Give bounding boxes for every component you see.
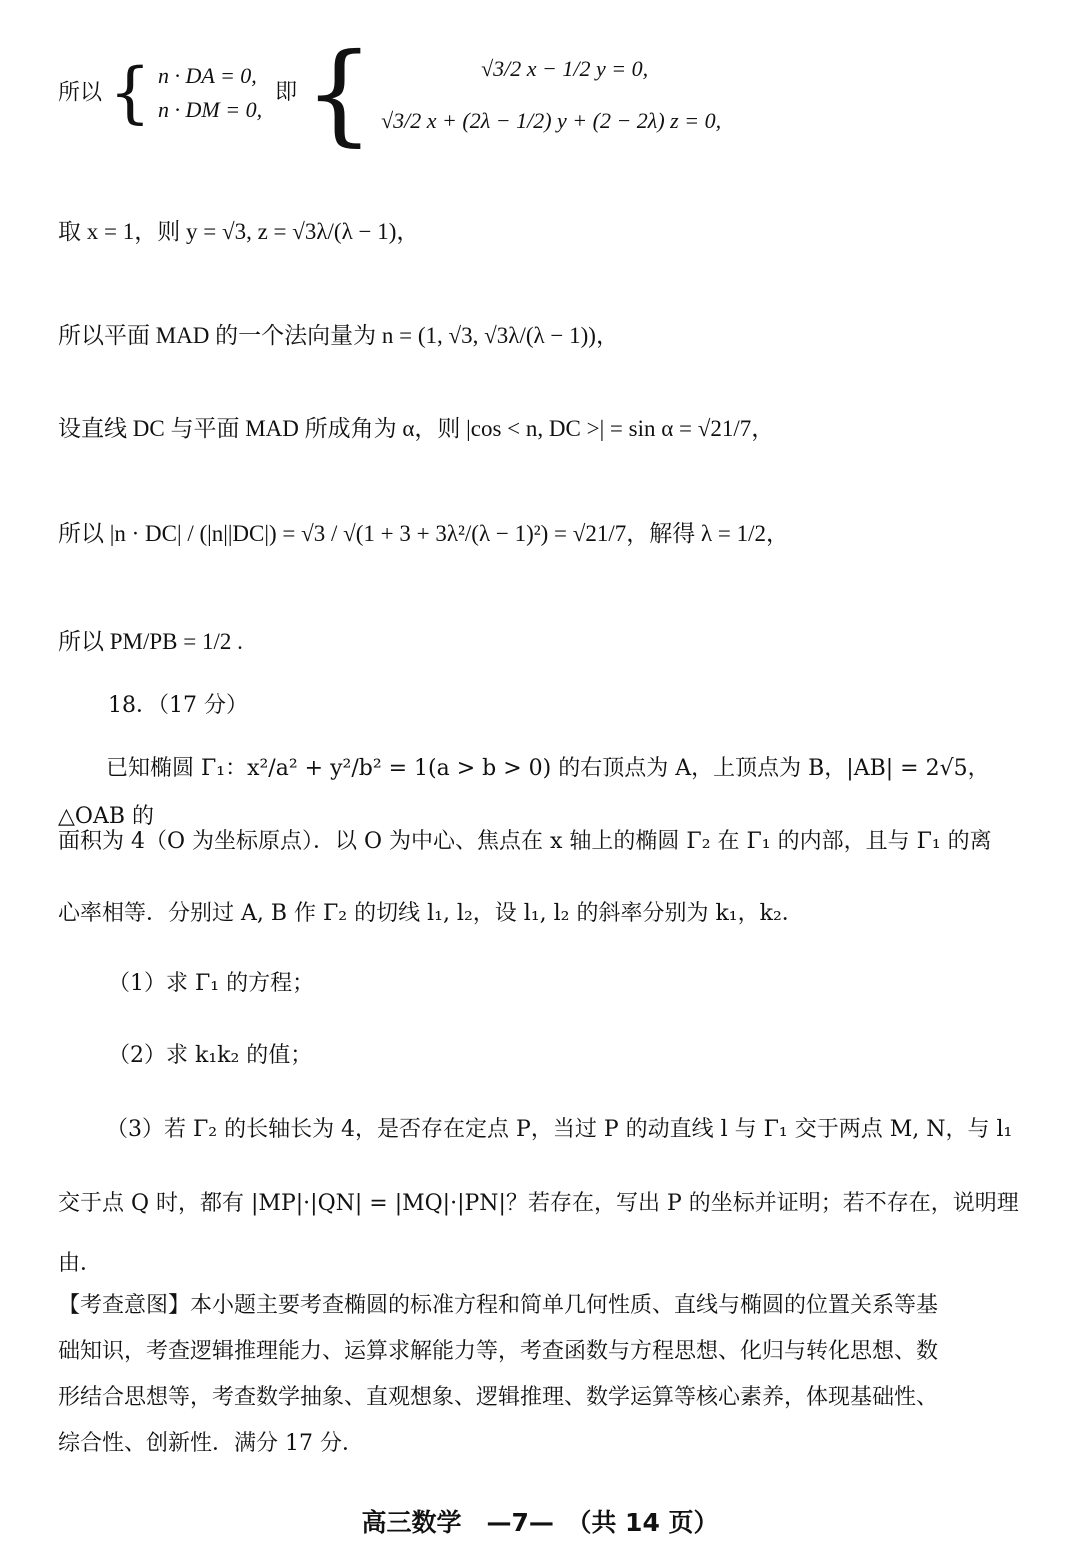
system-1-row-b: n · DM = 0, [158, 97, 263, 122]
question-18-part-2: （2）求 k₁k₂ 的值； [108, 1043, 313, 1068]
question-18-part-3b: 交于点 Q 时，都有 |MP|·|QN| = |MQ|·|PN|？若存在，写出 P 的坐标并证明；若不存在，说明理 [58, 1191, 1019, 1216]
left-brace-2: { [304, 29, 375, 157]
normal-vector-line: 所以平面 MAD 的一个法向量为 n = (1, √3, √3λ/(λ − 1))， [58, 323, 619, 348]
angle-line: 设直线 DC 与平面 MAD 所成角为 α，则 |cos < n, DC >| = sin α = √21/7， [58, 416, 775, 441]
system-2 [381, 40, 721, 146]
system-2-row-b: √3/2 x + (2λ − 1/2) y + (2 − 2λ) z = 0, [381, 108, 722, 134]
system-1 [158, 59, 262, 127]
system-1-row-a: n · DA = 0, [158, 62, 257, 88]
ratio-line: 所以 PM/PB = 1/2 . [58, 629, 243, 654]
question-18-part-3a: （3）若 Γ₂ 的长轴长为 4，是否存在定点 P，当过 P 的动直线 l 与 Γ₁ 交于两点 M, N，与 l₁ [106, 1117, 1013, 1142]
question-18-part-1: （1）求 Γ₁ 的方程； [108, 971, 315, 996]
question-18-stem-c: 心率相等．分别过 A, B 作 Γ₂ 的切线 l₁, l₂，设 l₁, l₂ 的斜率分别为 k₁，k₂． [58, 901, 804, 926]
text-ji: 即 [275, 80, 298, 106]
intent-line-c: 形结合思想等，考查数学抽象、直观想象、逻辑推理、数学运算等核心素养，体现基础性、 [58, 1385, 939, 1410]
intent-line-b: 础知识，考查逻辑推理能力、运算求解能力等，考查函数与方程思想、化归与转化思想、数 [58, 1339, 939, 1364]
page-footer: 高三数学 —7— （共 14 页） [361, 1508, 719, 1537]
question-18-header: 18．（17 分） [108, 693, 248, 718]
system-line [58, 29, 722, 157]
left-brace: { [109, 54, 152, 131]
system-2-row-a: √3/2 x − 1/2 y = 0, [481, 56, 649, 82]
intent-line-d: 综合性、创新性．满分 17 分． [58, 1431, 364, 1456]
question-18-stem-b: 面积为 4（O 为坐标原点）．以 O 为中心、焦点在 x 轴上的椭圆 Γ₂ 在 Γ₁ 的内部，且与 Γ₁ 的离 [58, 829, 992, 854]
text-suoyi: 所以 [58, 80, 103, 106]
question-18-stem-a: 已知椭圆 Γ₁：x²/a² + y²/b² = 1(a > b > 0) 的右顶点为 A，上顶点为 B，|AB| = 2√5，△OAB 的 [58, 756, 990, 829]
solve-lambda-line: 所以 |n · DC| / (|n||DC|) = √3 / √(1 + 3 + 3λ²/(λ − 1)²) = √21/7，解得 λ = 1/2， [58, 521, 790, 546]
intent-line-a: 【考查意图】本小题主要考查椭圆的标准方程和简单几何性质、直线与椭圆的位置关系等基 [58, 1293, 939, 1318]
question-18-part-3c: 由． [58, 1251, 103, 1276]
take-x-line: 取 x = 1，则 y = √3, z = √3λ/(λ − 1)， [58, 219, 420, 244]
